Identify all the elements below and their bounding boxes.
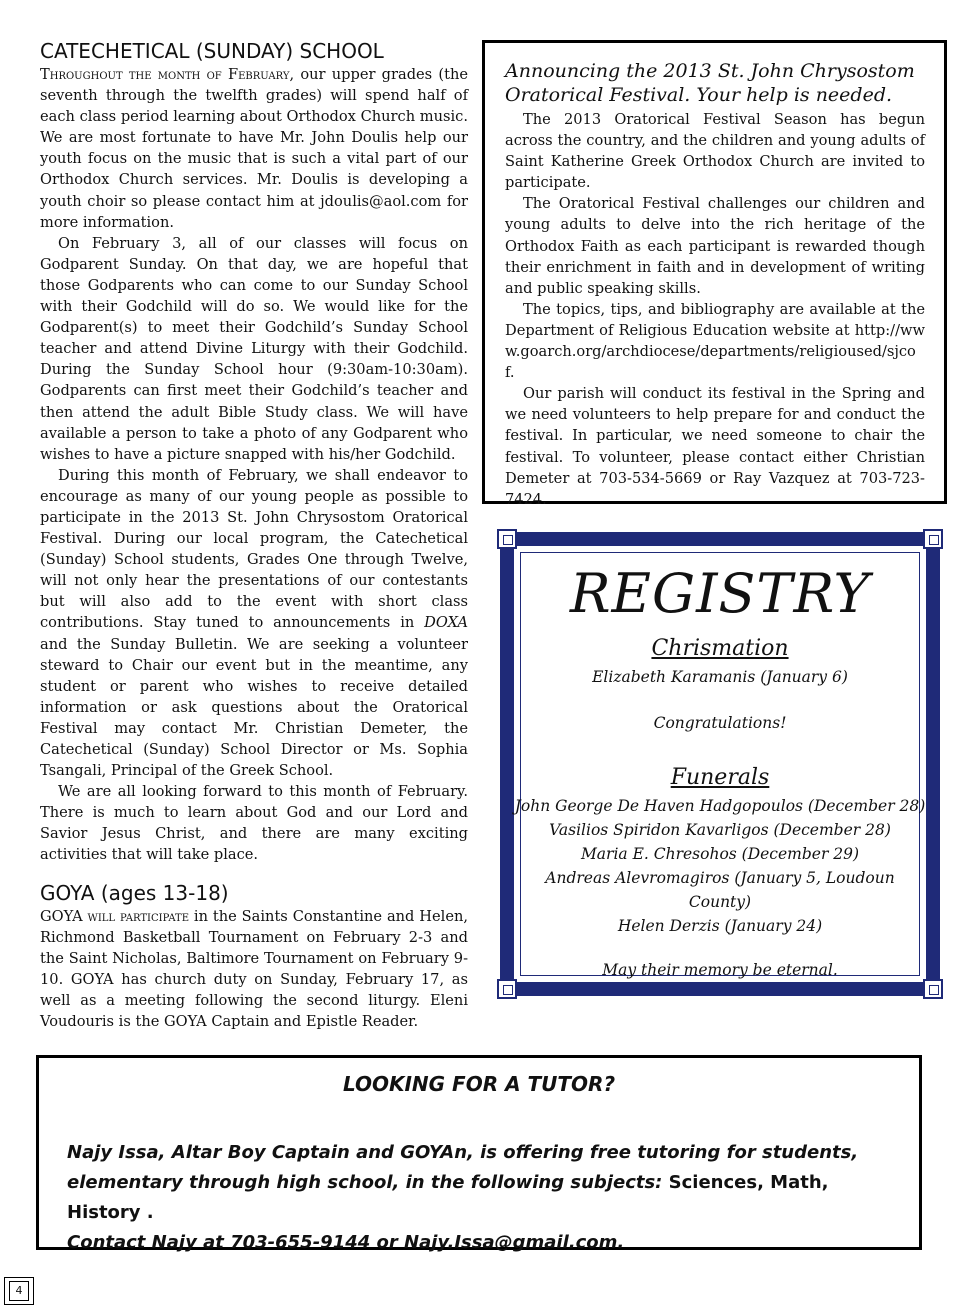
tutor-line-2	[67, 1168, 891, 1228]
chrismation-heading: Chrismation	[651, 636, 789, 661]
congratulations-text: Congratulations!	[653, 714, 787, 732]
announcement-line-1: Announcing the 2013 St. John Chrysostom	[505, 60, 915, 82]
oratorical-paragraph-1: The 2013 Oratorical Festival Season has begun across the country, and the children and young adults of Saint Katherine Greek Orthodox Church are invited to participate.	[505, 111, 925, 192]
tutor-subjects: Sciences, Math, History .	[67, 1172, 829, 1223]
tutor-line-3: Contact Najy at 703-655-9144 or Najy.Issa@gmail.com.	[67, 1232, 625, 1253]
goya-heading: GOYA (ages 13-18)	[40, 880, 229, 905]
catechetical-p1-text: our upper grades (the seventh through the twelfth grades) will spend half of each class period learning about Orthodox Church music. We are most fortunate to have Mr. John Doulis help our youth focus on the music that is such a vital part of our Orthodox Church services. Mr. Doulis is developing a youth choir so please contact him at jdoulis@aol.com for more information.	[40, 66, 468, 231]
oratorical-festival-box	[482, 40, 947, 508]
tutor-title: LOOKING FOR A TUTOR?	[342, 1072, 616, 1096]
goya-lead: GOYA will participate	[40, 907, 190, 925]
oratorical-paragraph-4: Our parish will conduct its festival in the Spring and we need volunteers to help prepare for and conduct the festival. In particular, we need someone to chair the festival. To volunteer, please contact either Christian Demeter at 703-534-5669 or Ray Vazquez at 703-723-7424.	[505, 385, 925, 508]
catechetical-p3-after: and the Sunday Bulletin. We are seeking a volunteer steward to Chair our event but in the meantime, any student or parent who wishes to receive detailed information or ask questions about the Oratorical Festival may contact Mr. Christian Demeter, the Catechetical (Sunday) School Director or Ms. Sophia Tsangali, Principal of the Greek School.	[40, 635, 468, 780]
registry-content	[514, 546, 926, 982]
tutor-line-2-intro: elementary through high school, in the following subjects:	[67, 1172, 669, 1193]
registry-title: REGISTRY	[569, 562, 871, 625]
chrismation-entry: Elizabeth Karamanis (January 6)	[592, 668, 848, 686]
catechetical-paragraph-1	[40, 64, 468, 233]
catechetical-p3-before: During this month of February, we shall endeavor to encourage as many of our young people as possible to participate in the 2013 St. John Chrysostom Oratorical Festival. During our local program, the Catechetical (Sunday) School students, Grades One through Twelve, will not only hear the presentations of our contestants but will also add to the event with short class contributions. Stay tuned to announcements in	[40, 466, 468, 632]
page-number: 4	[9, 1281, 29, 1301]
oratorical-announcement	[505, 59, 925, 107]
funeral-entry: Andreas Alevromagiros (January 5, Loudoun County)	[545, 869, 895, 911]
oratorical-paragraph-2: The Oratorical Festival challenges our children and young adults to delve into the rich heritage of the Orthodox Faith as each participant is rewarded though their enrichment in faith and in development of writing and public speaking skills.	[505, 195, 925, 297]
funerals-heading: Funerals	[670, 765, 770, 790]
funeral-entry: John George De Haven Hadgopoulos (December 28)	[514, 797, 926, 815]
doxa-title: DOXA	[424, 614, 468, 632]
page-number-box	[4, 1277, 34, 1305]
catechetical-paragraph-3	[40, 465, 468, 781]
funerals-list	[514, 794, 926, 938]
tutor-body	[67, 1138, 891, 1258]
registry-box	[500, 532, 940, 996]
catechetical-paragraph-2: On February 3, all of our classes will focus on Godparent Sunday. On that day, we are hopeful that those Godparents who can come to our Sunday School with their Godchild will do so. We would like for the Godparent(s) to meet their Godchild’s Sunday School teacher and attend Divine Liturgy with their Godchild. During the Sunday School hour (9:30am-10:30am). Godparents can first meet their Godchild’s teacher and then attend the adult Bible Study class. We will have available a person to take a photo of any Godparent who wishes to have a picture snapped with his/her Godchild.	[40, 234, 468, 463]
funeral-entry: Maria E. Chresohos (December 29)	[580, 845, 860, 863]
corner-ornament-icon	[923, 979, 943, 999]
catechetical-lead: Throughout the month of February,	[40, 66, 295, 83]
memory-text: May their memory be eternal.	[602, 961, 838, 979]
catechetical-heading: CATECHETICAL (SUNDAY) SCHOOL	[40, 39, 384, 63]
corner-ornament-icon	[497, 979, 517, 999]
tutor-box	[36, 1055, 922, 1253]
oratorical-paragraph-3: The topics, tips, and bibliography are available at the Department of Religious Education website at http://www.goarch.org/archdiocese/departments/religioused/sjcof.	[505, 300, 925, 382]
catechetical-paragraph-4: We are all looking forward to this month of February. There is much to learn about God and our Lord and Savior Jesus Christ, and there are many exciting activities that will take place.	[40, 783, 468, 864]
announcement-line-2: Oratorical Festival. Your help is needed.	[505, 84, 893, 106]
oratorical-content	[505, 59, 925, 510]
left-column	[40, 38, 468, 1032]
goya-text: in the Saints Constantine and Helen, Richmond Basketball Tournament on February 2-3 and the Saint Nicholas, Baltimore Tournament on February 9-10. GOYA has church duty on Sunday, February 17, as well as a meeting following the second liturgy. Eleni Voudouris is the GOYA Captain and Epistle Reader.	[40, 907, 468, 1031]
tutor-line-1: Najy Issa, Altar Boy Captain and GOYAn, is offering free tutoring for students,	[67, 1142, 859, 1163]
funeral-entry: Helen Derzis (January 24)	[617, 917, 823, 935]
funeral-entry: Vasilios Spiridon Kavarligos (December 28)	[549, 821, 891, 839]
corner-ornament-icon	[923, 529, 943, 549]
goya-paragraph	[40, 906, 468, 1033]
